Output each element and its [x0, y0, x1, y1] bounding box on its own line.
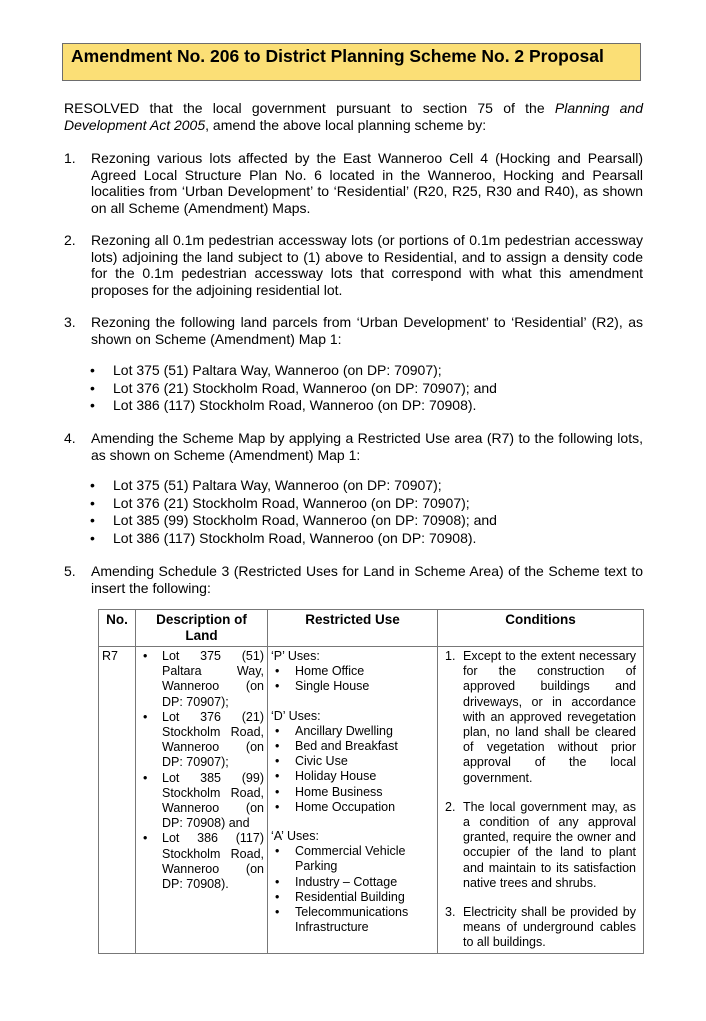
description-item: • Lot 386 (117) Stockholm Road, Wanneroo (on DP: 70908).	[139, 831, 264, 892]
condition-number: 3.	[445, 905, 456, 920]
item-number: 2.	[64, 232, 76, 248]
condition-number: 1.	[445, 649, 456, 663]
list-item: • Lot 376 (21) Stockholm Road, Wanneroo (on DP: 70907); and	[90, 380, 497, 398]
intro-prefix: RESOLVED that the local government pursuant to section 75 of the	[64, 100, 555, 116]
use-item: • Home Office	[271, 664, 434, 679]
use-item: • Home Business	[271, 785, 434, 800]
header-description: Description of Land	[136, 610, 268, 647]
header-conditions: Conditions	[438, 610, 644, 647]
cell-restricted-use	[268, 647, 438, 954]
table-header-row	[99, 610, 644, 647]
p-uses-heading: ‘P’ Uses:	[271, 649, 320, 663]
page-title: Amendment No. 206 to District Planning Scheme No. 2 Proposal	[71, 46, 604, 66]
list-item: • Lot 376 (21) Stockholm Road, Wanneroo (on DP: 70907);	[90, 495, 497, 513]
intro-paragraph	[64, 100, 643, 133]
cell-description	[136, 647, 268, 954]
use-item: • Single House	[271, 679, 434, 694]
condition-text: Electricity shall be provided by means of underground cables to all buildings.	[463, 905, 636, 950]
use-item: • Holiday House	[271, 769, 434, 784]
item-text: Amending the Scheme Map by applying a Restricted Use area (R7) to the following lots, as shown on Scheme (Amendment) Map 1:	[91, 430, 643, 463]
d-uses-heading: ‘D’ Uses:	[271, 708, 321, 723]
intro-act: Planning and Development Act 2005	[64, 100, 643, 133]
item-text: Amending Schedule 3 (Restricted Uses for Land in Scheme Area) of the Scheme text to insert the following:	[91, 563, 643, 596]
item-3-bullets	[90, 362, 497, 415]
list-item: • Lot 386 (117) Stockholm Road, Wanneroo (on DP: 70908).	[90, 530, 497, 548]
condition-item	[441, 800, 640, 891]
item-4-bullets	[90, 477, 497, 547]
item-number: 3.	[64, 314, 76, 330]
use-item: • Home Occupation	[271, 800, 434, 815]
list-item: • Lot 375 (51) Paltara Way, Wanneroo (on DP: 70907);	[90, 477, 497, 495]
use-item: • Commercial Vehicle Parking	[271, 844, 434, 874]
cell-no: R7	[99, 647, 136, 954]
table-row	[99, 647, 644, 954]
description-item: • Lot 376 (21) Stockholm Road, Wanneroo (on DP: 70907);	[139, 710, 264, 771]
use-item: • Industry – Cottage	[271, 875, 434, 890]
item-text: Rezoning all 0.1m pedestrian accessway lots (or portions of 0.1m pedestrian accessway lots) adjoining the land subject to (1) above to Residential, and to assign a density code for the 0.1m pedestrian accessway lots that correspond with what this amendment proposes for the adjoining residential lot.	[91, 232, 643, 298]
header-restricted-use: Restricted Use	[268, 610, 438, 647]
use-item: • Residential Building	[271, 890, 434, 905]
condition-item	[441, 649, 640, 786]
title-box	[62, 43, 641, 81]
item-number: 1.	[64, 150, 76, 166]
schedule-table	[98, 609, 644, 954]
use-item: • Civic Use	[271, 754, 434, 769]
item-text: Rezoning the following land parcels from ‘Urban Development’ to ‘Residential’ (R2), as shown on Scheme (Amendment) Map 1:	[91, 314, 643, 347]
description-item: • Lot 385 (99) Stockholm Road, Wanneroo (on DP: 70908) and	[139, 771, 264, 832]
condition-text: The local government may, as a condition of any approval granted, require the owner and occupier of the land to plant and maintain to its satisfaction native trees and shrubs.	[463, 799, 636, 890]
list-item: • Lot 375 (51) Paltara Way, Wanneroo (on DP: 70907);	[90, 362, 497, 380]
a-uses-heading: ‘A’ Uses:	[271, 829, 319, 844]
use-item: • Bed and Breakfast	[271, 739, 434, 754]
intro-suffix: , amend the above local planning scheme by:	[205, 116, 487, 133]
use-item: • Telecommunications Infrastructure	[271, 905, 434, 935]
condition-number: 2.	[445, 799, 456, 814]
header-no: No.	[99, 610, 136, 647]
condition-text: Except to the extent necessary for the construction of approved buildings and driveways, or in accordance with an approved revegetation plan, no land shall be cleared of vegetation without prior approval of the local government.	[463, 649, 636, 785]
list-item: • Lot 386 (117) Stockholm Road, Wanneroo (on DP: 70908).	[90, 397, 497, 415]
item-text: Rezoning various lots affected by the East Wanneroo Cell 4 (Hocking and Pearsall) Agreed Local Structure Plan No. 6 located in the Wanneroo, Hocking and Pearsall localities from ‘Urban Development’ to ‘Residential’ (R20, R25, R30 and R40), as shown on all Scheme (Amendment) Maps.	[91, 150, 643, 216]
cell-conditions	[438, 647, 644, 954]
use-item: • Ancillary Dwelling	[271, 724, 434, 739]
item-number: 5.	[64, 563, 76, 579]
list-item: • Lot 385 (99) Stockholm Road, Wanneroo (on DP: 70908); and	[90, 512, 497, 530]
description-item: • Lot 375 (51) Paltara Way, Wanneroo (on DP: 70907);	[139, 649, 264, 710]
item-number: 4.	[64, 430, 76, 446]
condition-item	[441, 905, 640, 951]
